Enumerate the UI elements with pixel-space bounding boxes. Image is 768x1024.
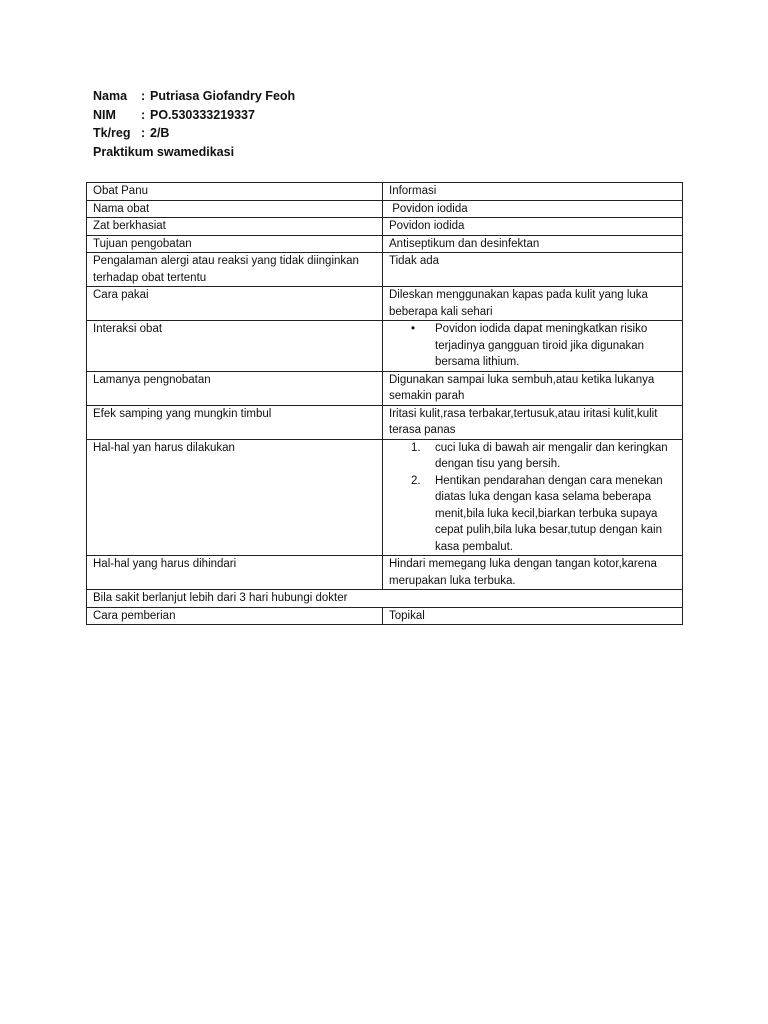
row-label: Efek samping yang mungkin timbul bbox=[87, 405, 383, 439]
list-item bbox=[411, 440, 676, 473]
bullet-list bbox=[389, 321, 676, 371]
table-row bbox=[87, 405, 683, 439]
row-label: Lamanya pengnobatan bbox=[87, 371, 383, 405]
table-full-row bbox=[87, 590, 683, 608]
table-row bbox=[87, 253, 683, 287]
table-header-row bbox=[87, 183, 683, 201]
row-value: Tidak ada bbox=[383, 253, 683, 287]
table-row bbox=[87, 218, 683, 236]
full-width-note: Bila sakit berlanjut lebih dari 3 hari hubungi dokter bbox=[87, 590, 683, 608]
row-value: Digunakan sampai luka sembuh,atau ketika lukanya semakin parah bbox=[383, 371, 683, 405]
table-row bbox=[87, 556, 683, 590]
row-label: Hal-hal yang harus dihindari bbox=[87, 556, 383, 590]
numbered-list bbox=[389, 440, 676, 556]
tkreg-label: Tk/reg bbox=[93, 126, 131, 140]
list-item-text: Hentikan pendarahan dengan cara menekan diatas luka dengan kasa selama beberapa menit,bila luka kecil,biarkan terbuka supaya cepat pulih,bila luka besar,tutup dengan kain kasa pembalut. bbox=[435, 474, 663, 553]
nim-label: NIM bbox=[93, 107, 116, 122]
row-label: Tujuan pengobatan bbox=[87, 235, 383, 253]
row-label: Pengalaman alergi atau reaksi yang tidak diinginkan terhadap obat tertentu bbox=[87, 253, 383, 287]
table-row bbox=[87, 371, 683, 405]
row-label: Zat berkhasiat bbox=[87, 218, 383, 236]
row-value: Iritasi kulit,rasa terbakar,tertusuk,atau iritasi kulit,kulit terasa panas bbox=[383, 405, 683, 439]
nama-value: Putriasa Giofandry Feoh bbox=[150, 89, 296, 103]
row-value: Dileskan menggunakan kapas pada kulit yang luka beberapa kali sehari bbox=[383, 287, 683, 321]
list-number: 2. bbox=[411, 474, 421, 487]
header-cell-right: Informasi bbox=[383, 183, 683, 201]
table-row bbox=[87, 200, 683, 218]
row-value-bullets bbox=[383, 321, 683, 372]
nama-separator: : bbox=[141, 89, 146, 103]
table-row bbox=[87, 235, 683, 253]
bullet-marker: • bbox=[411, 323, 416, 335]
tkreg-value: 2/B bbox=[150, 126, 170, 140]
list-item bbox=[411, 321, 676, 371]
tkreg-row bbox=[93, 124, 295, 143]
table-row bbox=[87, 439, 683, 556]
tkreg-separator: : bbox=[141, 126, 146, 140]
row-value: Antiseptikum dan desinfektan bbox=[383, 235, 683, 253]
row-value: Topikal bbox=[383, 607, 683, 625]
list-item-text: cuci luka di bawah air mengalir dan keringkan dengan tisu yang bersih. bbox=[435, 441, 668, 470]
header-cell-left: Obat Panu bbox=[87, 183, 383, 201]
nama-row bbox=[93, 87, 295, 106]
student-info bbox=[93, 87, 295, 161]
row-label: Cara pemberian bbox=[87, 607, 383, 625]
row-value: Hindari memegang luka dengan tangan kotor,karena merupakan luka terbuka. bbox=[383, 556, 683, 590]
row-label: Interaksi obat bbox=[87, 321, 383, 372]
list-item bbox=[411, 473, 676, 556]
list-number: 1. bbox=[411, 441, 421, 454]
drug-info-table bbox=[86, 182, 683, 625]
row-label: Hal-hal yan harus dilakukan bbox=[87, 439, 383, 556]
row-label: Nama obat bbox=[87, 200, 383, 218]
nim-value: PO.530333219337 bbox=[150, 107, 255, 122]
page-subtitle: Praktikum swamedikasi bbox=[93, 144, 235, 159]
table-row bbox=[87, 287, 683, 321]
row-value: Povidon iodida bbox=[383, 218, 683, 236]
table-row bbox=[87, 607, 683, 625]
row-value-numbered bbox=[383, 439, 683, 556]
row-label: Cara pakai bbox=[87, 287, 383, 321]
row-value: Povidon iodida bbox=[383, 200, 683, 218]
table-row bbox=[87, 321, 683, 372]
nim-separator: : bbox=[141, 107, 146, 122]
nama-label: Nama bbox=[93, 89, 128, 103]
nim-row bbox=[93, 106, 295, 125]
list-item-text: Povidon iodida dapat meningkatkan risiko terjadinya gangguan tiroid jika digunakan bersama lithium. bbox=[435, 323, 648, 368]
